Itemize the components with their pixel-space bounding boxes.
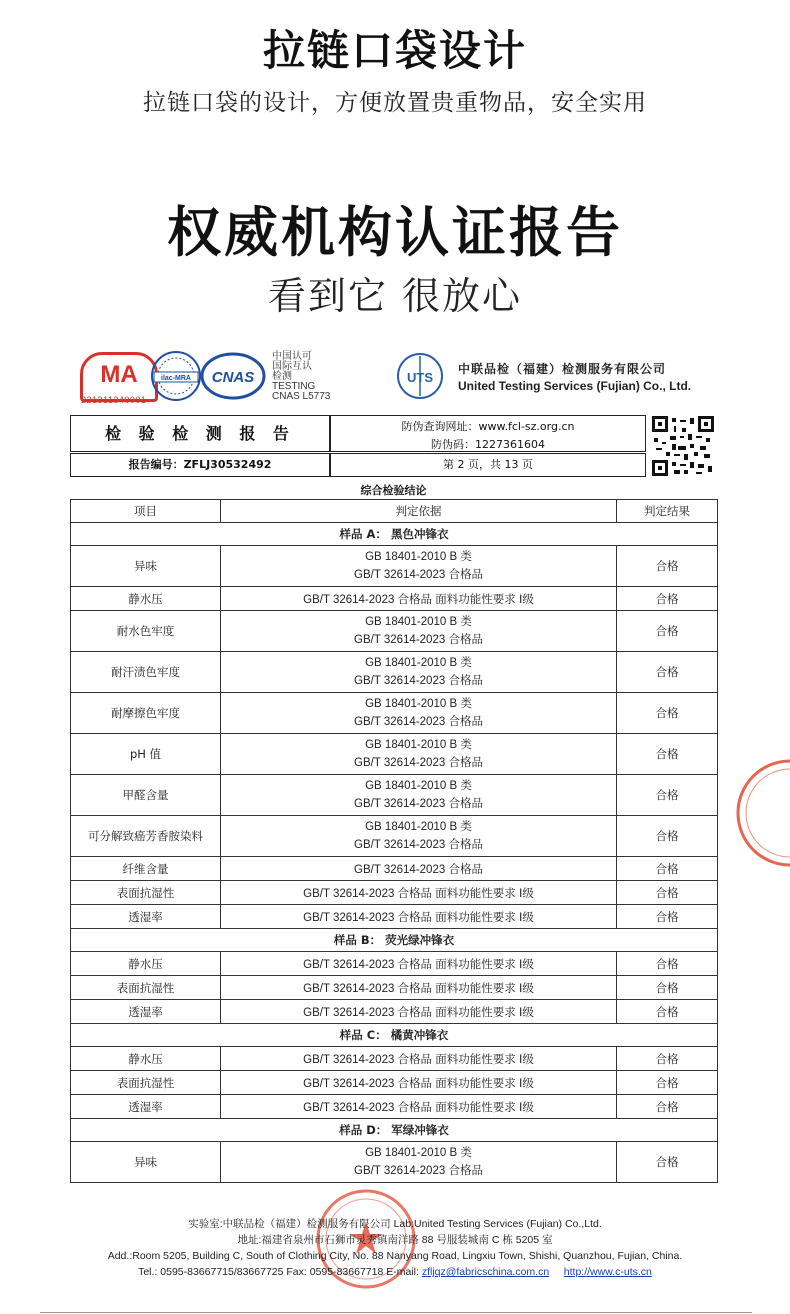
row-basis (221, 1095, 617, 1119)
row-basis-line: GB/T 32614-2023 合格品 面料功能性要求 Ⅰ级 (303, 1101, 534, 1114)
row-basis-line: GB 18401-2010 B 类 (365, 780, 472, 792)
footer-website-link[interactable]: http://www.c-uts.cn (563, 1266, 652, 1278)
ilac-mra-logo (150, 350, 202, 402)
row-basis (221, 952, 617, 976)
summary-title: 综合检验结论 (360, 484, 427, 497)
row-result: 合格 (617, 546, 718, 587)
row-basis (221, 1047, 617, 1071)
row-item: 可分解致癌芳香胺染料 (71, 816, 221, 857)
row-result: 合格 (617, 816, 718, 857)
row-basis-line: GB 18401-2010 B 类 (365, 739, 472, 751)
row-basis-line: GB 18401-2010 B 类 (365, 698, 472, 710)
row-basis (221, 976, 617, 1000)
page-indicator: 第 2 页，共 13 页 (330, 453, 646, 477)
row-basis (221, 1142, 617, 1183)
inspection-table (70, 499, 718, 1183)
row-basis (221, 611, 617, 652)
row-basis-line: GB/T 32614-2023 合格品 面料功能性要求 Ⅰ级 (303, 911, 534, 924)
row-result: 合格 (617, 1071, 718, 1095)
row-item: 纤维含量 (71, 857, 221, 881)
table-row (71, 976, 718, 1000)
row-basis (221, 775, 617, 816)
row-result: 合格 (617, 587, 718, 611)
row-basis-line: GB/T 32614-2023 合格品 (354, 675, 483, 687)
row-item: 耐摩擦色牢度 (71, 693, 221, 734)
table-row (71, 734, 718, 775)
table-header-row (71, 500, 718, 523)
footer-address-cn: 地址:福建省泉州市石狮市灵秀镇南洋路 88 号服装城南 C 栋 5205 室 (237, 1234, 553, 1246)
row-item: 静水压 (71, 1047, 221, 1071)
row-item: 静水压 (71, 587, 221, 611)
row-basis-line: GB/T 32614-2023 合格品 (354, 757, 483, 769)
authority-report-subtitle: 看到它 很放心 (267, 274, 523, 318)
table-row (71, 587, 718, 611)
sample-d-header: 样品 D： 军绿冲锋衣 (71, 1119, 718, 1142)
row-basis (221, 857, 617, 881)
row-basis (221, 546, 617, 587)
header-basis: 判定依据 (221, 500, 617, 523)
side-seal-stamp (735, 758, 790, 868)
footer-contact (0, 1264, 790, 1280)
row-basis (221, 1071, 617, 1095)
row-basis (221, 652, 617, 693)
row-basis (221, 881, 617, 905)
header-item: 项目 (71, 500, 221, 523)
row-basis (221, 816, 617, 857)
table-row (71, 816, 718, 857)
table-row (71, 1000, 718, 1024)
cnas-logo (200, 352, 266, 400)
row-basis-line: GB/T 32614-2023 合格品 面料功能性要求 Ⅰ级 (303, 593, 534, 606)
row-result: 合格 (617, 1000, 718, 1024)
row-basis-line: GB/T 32614-2023 合格品 (354, 839, 483, 851)
sample-b-rows (71, 952, 718, 1024)
uts-company-cn: 中联品检（福建）检测服务有限公司 (458, 362, 667, 376)
row-basis (221, 587, 617, 611)
row-basis-line: GB/T 32614-2023 合格品 面料功能性要求 Ⅰ级 (303, 1006, 534, 1019)
row-basis-line: GB/T 32614-2023 合格品 (354, 1165, 483, 1177)
report-title: 检 验 检 测 报 告 (70, 415, 330, 452)
row-basis-line: GB 18401-2010 B 类 (365, 551, 472, 563)
row-basis-line: GB/T 32614-2023 合格品 面料功能性要求 Ⅰ级 (303, 958, 534, 971)
table-row (71, 775, 718, 816)
row-basis (221, 1000, 617, 1024)
row-basis-line: GB/T 32614-2023 合格品 面料功能性要求 Ⅰ级 (303, 982, 534, 995)
cnas-logo-text: CNAS (211, 369, 255, 386)
bottom-divider (40, 1312, 752, 1313)
ma-logo: MA (80, 352, 158, 402)
sample-b-header: 样品 B： 荧光绿冲锋衣 (71, 929, 718, 952)
row-basis-line: GB 18401-2010 B 类 (365, 657, 472, 669)
verify-code: 防伪码：1227361604 (431, 438, 545, 451)
qr-code-icon[interactable] (652, 416, 714, 476)
ma-number: 221311340001 (81, 395, 147, 405)
row-item: 耐水色牢度 (71, 611, 221, 652)
uts-logo-text: UTS (407, 370, 433, 385)
table-row (71, 652, 718, 693)
header-result: 判定结果 (617, 500, 718, 523)
row-item: 异味 (71, 1142, 221, 1183)
footer-address-en: Add.:Room 5205, Building C, South of Clothing City, No. 88 Nanyang Road, Lingxiu Town, Shishi, Quanzhou, Fujian, China. (107, 1250, 683, 1262)
footer-email-link[interactable]: zfljqz@fabricschina.com.cn (421, 1266, 550, 1278)
uts-logo (395, 352, 445, 404)
table-row (71, 546, 718, 587)
table-row (71, 1047, 718, 1071)
zip-pocket-subtitle: 拉链口袋的设计，方便放置贵重物品，安全实用 (143, 90, 647, 116)
sample-c-header: 样品 C： 橘黄冲锋衣 (71, 1024, 718, 1047)
zip-pocket-title: 拉链口袋设计 (262, 26, 527, 75)
row-basis-line: GB/T 32614-2023 合格品 面料功能性要求 Ⅰ级 (303, 1077, 534, 1090)
sample-a-rows (71, 546, 718, 929)
row-result: 合格 (617, 775, 718, 816)
sample-c-rows (71, 1047, 718, 1119)
row-result: 合格 (617, 1142, 718, 1183)
table-row (71, 1071, 718, 1095)
row-result: 合格 (617, 905, 718, 929)
row-result: 合格 (617, 693, 718, 734)
verify-url: 防伪查询网址：www.fcl-sz.org.cn (401, 420, 575, 433)
row-basis-line: GB 18401-2010 B 类 (365, 616, 472, 628)
cnas-cert-text: 中国认可 国际互认 检测 TESTING CNAS L5773 (272, 351, 331, 402)
table-row (71, 857, 718, 881)
table-row (71, 905, 718, 929)
table-row (71, 881, 718, 905)
sample-d-rows (71, 1142, 718, 1183)
row-basis (221, 905, 617, 929)
row-result: 合格 (617, 952, 718, 976)
row-basis-line: GB 18401-2010 B 类 (365, 1147, 472, 1159)
row-result: 合格 (617, 1047, 718, 1071)
row-basis-line: GB/T 32614-2023 合格品 面料功能性要求 Ⅰ级 (303, 887, 534, 900)
row-basis-line: GB/T 32614-2023 合格品 (354, 634, 483, 646)
row-item: 表面抗湿性 (71, 881, 221, 905)
row-result: 合格 (617, 881, 718, 905)
row-result: 合格 (617, 611, 718, 652)
row-item: 异味 (71, 546, 221, 587)
row-item: 静水压 (71, 952, 221, 976)
row-item: 表面抗湿性 (71, 1071, 221, 1095)
footer-lab: 实验室:中联品检（福建）检测服务有限公司 Lab:United Testing Services (Fujian) Co.,Ltd. (188, 1218, 602, 1230)
row-item: 透湿率 (71, 1000, 221, 1024)
verify-box (330, 415, 646, 452)
row-basis-line: GB/T 32614-2023 合格品 (354, 798, 483, 810)
table-row (71, 611, 718, 652)
row-result: 合格 (617, 976, 718, 1000)
row-basis (221, 693, 617, 734)
row-result: 合格 (617, 1095, 718, 1119)
row-result: 合格 (617, 652, 718, 693)
row-item: 耐汗渍色牢度 (71, 652, 221, 693)
table-row (71, 693, 718, 734)
report-number: 报告编号：ZFLJ30532492 (70, 453, 330, 477)
row-result: 合格 (617, 857, 718, 881)
uts-company-en: United Testing Services (Fujian) Co., Ltd. (458, 379, 692, 393)
row-item: 透湿率 (71, 1095, 221, 1119)
row-basis-line: GB/T 32614-2023 合格品 (354, 863, 483, 876)
row-basis (221, 734, 617, 775)
table-row (71, 1095, 718, 1119)
sample-a-header: 样品 A： 黑色冲锋衣 (71, 523, 718, 546)
row-basis-line: GB/T 32614-2023 合格品 (354, 716, 483, 728)
table-row (71, 1142, 718, 1183)
footer-tel: Tel.: 0595-83667715/83667725 Fax: 0595-83667718 E-mail: (138, 1266, 419, 1278)
table-row (71, 952, 718, 976)
svg-text:ilac-MRA: ilac-MRA (161, 375, 191, 382)
row-basis-line: GB/T 32614-2023 合格品 面料功能性要求 Ⅰ级 (303, 1053, 534, 1066)
authority-report-title: 权威机构认证报告 (167, 201, 623, 264)
row-item: 表面抗湿性 (71, 976, 221, 1000)
row-basis-line: GB 18401-2010 B 类 (365, 821, 472, 833)
row-result: 合格 (617, 734, 718, 775)
row-item: 透湿率 (71, 905, 221, 929)
row-item: 甲醛含量 (71, 775, 221, 816)
row-basis-line: GB/T 32614-2023 合格品 (354, 569, 483, 581)
row-item: pH 值 (71, 734, 221, 775)
